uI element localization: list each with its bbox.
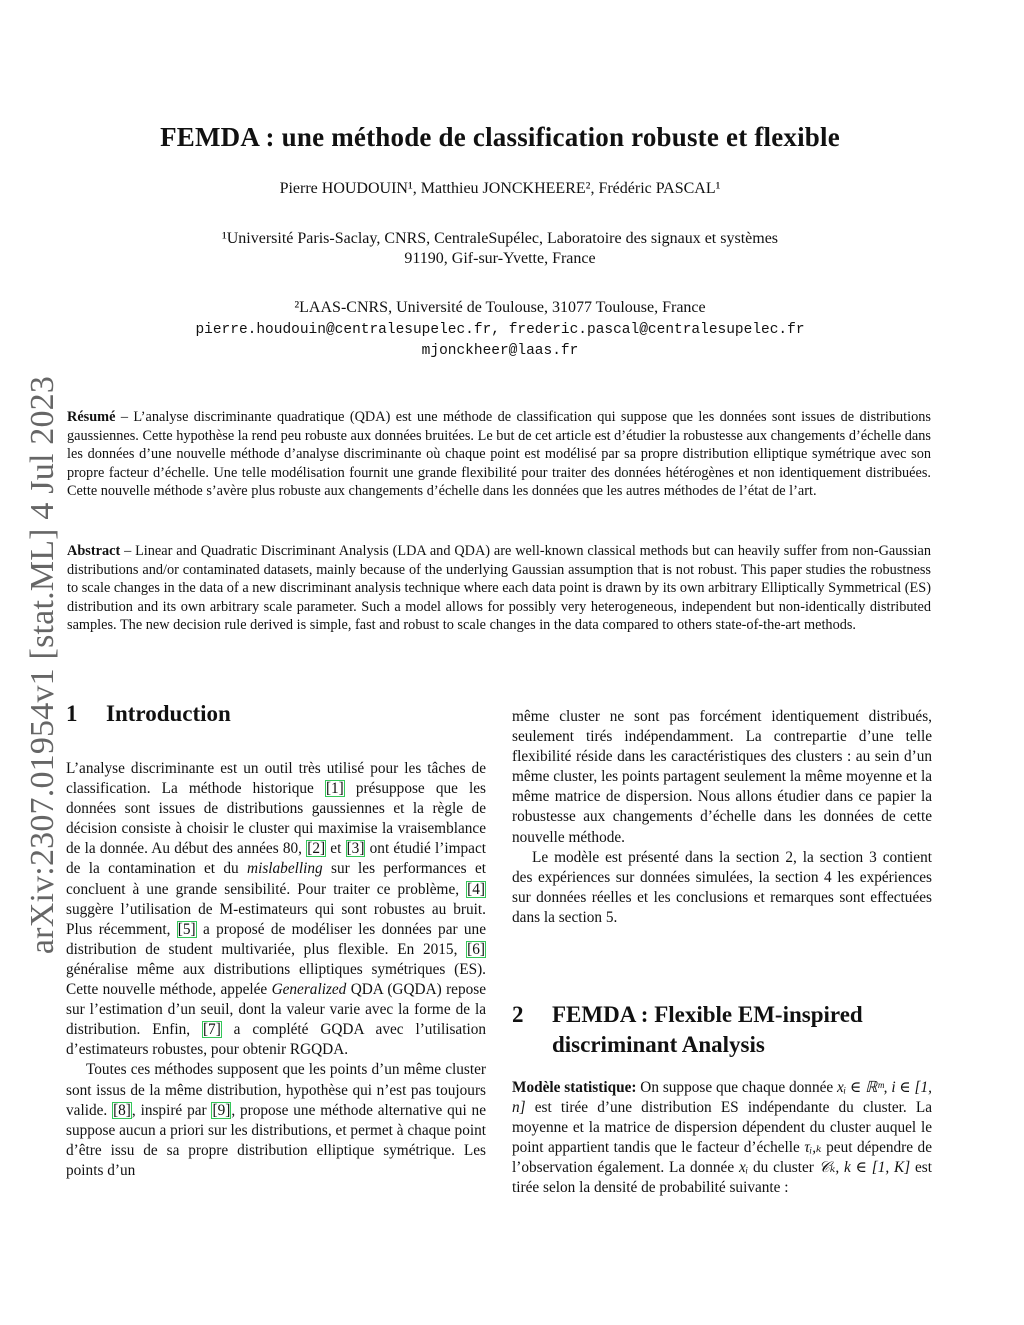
affiliation-1-line-2: 91190, Gif-sur-Yvette, France xyxy=(404,250,596,267)
model-label: Modèle statistique: xyxy=(512,1079,637,1096)
abstract-block xyxy=(67,542,931,635)
abstract-dash: – xyxy=(120,543,136,559)
citation-link-8[interactable]: [8] xyxy=(113,1101,131,1119)
citation-link-3[interactable]: [3] xyxy=(346,840,365,858)
section-2 xyxy=(512,1000,932,1199)
text-run: a complété GQDA avec l’utilisation d’estimateurs robustes, pour obtenir RGQDA. xyxy=(66,1021,486,1059)
text-run: a proposé de modéliser les données par une distribution de student multivariée, plus flexible. En 2015, xyxy=(66,920,486,958)
model-paragraph xyxy=(512,1078,932,1199)
text-run: est tirée d’une distribution ES indépendante du cluster. La moyenne et la matrice de dispersion dépendent du cluster auquel le point appartient tandis que le facteur d’échelle xyxy=(512,1099,932,1157)
text-run: présuppose que les données sont issues de distributions gaussiennes et la règle de décision consiste à choisir le cluster qui maximise la vraisemblance de la donnée. Au début des années 80, xyxy=(66,780,486,858)
author-list: Pierre HOUDOUIN¹, Matthieu JONCKHEERE², Frédéric PASCAL¹ xyxy=(279,180,721,197)
abstract-text: Linear and Quadratic Discriminant Analysis (LDA and QDA) are well-known classical methods but can heavily suffer from non-Gaussian distributions and/or contaminated datasets, mainly because of the underlying Gaussian assumption that is not robust. This paper studies the robustness to scale changes in the data of a new discriminant analysis technique where each data point is drawn by its own arbitrary Elliptically Symmetrical (ES) distribution and its own arbitrary scale parameter. Such a model allows for possibly very heterogeneous, independent but non-identically distributed samples. The new decision rule derived is simple, fast and robust to scale changes in the data compared to others state-of-the-art methods. xyxy=(67,543,931,633)
citation-link-9[interactable]: [9] xyxy=(212,1101,231,1119)
email-addresses-line-2: mjonckheer@laas.fr xyxy=(421,343,579,359)
affiliation-2: ²LAAS-CNRS, Université de Toulouse, 31077 Toulouse, France xyxy=(294,299,706,316)
text-run: est tirée selon la densité de probabilité suivante : xyxy=(512,1159,932,1197)
section-2-title-line-2: discriminant Analysis xyxy=(552,1032,765,1057)
text-run: peut dépendre de l’observation également. La donnée xyxy=(512,1139,932,1177)
citation-link-1[interactable]: [1] xyxy=(325,780,344,798)
affiliation-1-line-1: ¹Université Paris-Saclay, CNRS, CentraleSupélec, Laboratoire des signaux et systèmes xyxy=(221,230,779,247)
section-1-title: Introduction xyxy=(106,701,231,726)
italic-term: mislabelling xyxy=(247,860,323,878)
text-run: , inspiré par xyxy=(131,1101,212,1119)
text-run: , propose une méthode alternative qui ne suppose aucun a priori sur les distributions, et permet à chaque point d’être issu de sa propre distribution elliptique symétrique. Les points d’un xyxy=(66,1101,486,1179)
right-column xyxy=(512,707,932,928)
resume-label: Résumé xyxy=(67,409,116,425)
intro-paragraph-3: même cluster ne sont pas forcément identiquement distribués, seulement tirés indépendamment. La contrepartie d’une telle flexibilité réside dans les caractéristiques des clusters : au sein d’un même cluster, les points partagent seulement la même moyenne et la même matrice de dispersion. Nous allons étudier dans ce papier la robustesse aux changements d’échelle dans les données de cette nouvelle méthode. xyxy=(512,708,932,846)
text-run: QDA (GQDA) repose sur l’estimation d’un seuil, dont la valeur varie avec la forme de la distribution. Enfin, xyxy=(66,981,486,1039)
arxiv-identifier: arXiv:2307.01954v1 [stat.ML] 4 Jul 2023 xyxy=(24,375,61,955)
resume-block xyxy=(67,408,931,501)
paper-title: FEMDA : une méthode de classification robuste et flexible xyxy=(160,122,840,152)
citation-link-4[interactable]: [4] xyxy=(467,880,485,898)
email-addresses-line-1: pierre.houdouin@centralesupelec.fr, frederic.pascal@centralesupelec.fr xyxy=(195,322,805,338)
section-2-title-line-1: FEMDA : Flexible EM-inspired xyxy=(552,1002,863,1027)
section-2-number: 2 xyxy=(512,1002,524,1027)
citation-link-2[interactable]: [2] xyxy=(307,840,326,858)
text-run: et xyxy=(326,840,346,858)
text-run: sur les performances et concluent à une grande sensibilité. Pour traiter ce problème, xyxy=(66,860,486,898)
text-run: ont étudié l’impact de la contamination et du xyxy=(66,840,486,878)
text-run: On suppose que chaque donnée xyxy=(636,1079,837,1096)
resume-dash: – xyxy=(115,409,134,425)
math-expression: xᵢ ∈ ℝᵐ, i ∈ [1, n] xyxy=(512,1079,932,1117)
text-run: Toutes ces méthodes supposent que les points d’un même cluster sont issus de la même distribution, hypothèse qui n’est pas toujours valide. xyxy=(66,1061,486,1119)
resume-text: L’analyse discriminante quadratique (QDA) est une méthode de classification qui suppose que les données sont issues de distributions gaussiennes. Cette hypothèse la rend peu robuste aux données bruitées. Le but de cet article est d’étudier la robustesse aux changements d’échelle dans les données d’une nouvelle méthode d’analyse discriminante où chaque point est modélisé par sa propre distribution elliptique symétrique avec son propre facteur d’échelle. Une telle modélisation fournit une grande flexibilité pour traiter des données hétérogènes et non identiquement distribuées. Cette nouvelle méthode s’avère plus robuste aux changements d’échelle dans les données que les autres méthodes de l’état de l’art. xyxy=(67,409,931,499)
intro-paragraph-2 xyxy=(66,1060,486,1181)
text-run: L’analyse discriminante est un outil très utilisé pour les tâches de classification. La méthode historique xyxy=(66,760,486,798)
intro-paragraph-1 xyxy=(66,759,486,1060)
section-2-heading xyxy=(512,1000,932,1060)
section-1-number: 1 xyxy=(66,701,78,726)
math-expression: xᵢ xyxy=(738,1159,749,1177)
citation-link-7[interactable]: [7] xyxy=(202,1021,221,1039)
italic-term: Generalized xyxy=(271,981,347,999)
arxiv-sidebar xyxy=(8,365,68,965)
citation-link-5[interactable]: [5] xyxy=(177,920,196,938)
abstract-label: Abstract xyxy=(67,543,121,559)
section-1-heading xyxy=(66,699,486,729)
citation-link-6[interactable]: [6] xyxy=(467,940,485,958)
text-run: suggère l’utilisation de M-estimateurs qui sont robustes au bruit. Plus récemment, xyxy=(66,900,486,938)
math-expression: τᵢ,ₖ xyxy=(804,1139,822,1157)
math-expression: 𝒞ₖ, k ∈ [1, K] xyxy=(818,1159,911,1177)
text-run: généralise même aux distributions elliptiques symétriques (ES). Cette nouvelle méthode, appelée xyxy=(66,960,486,999)
intro-paragraph-4: Le modèle est présenté dans la section 2, la section 3 contient des expériences sur données simulées, la section 4 les expériences sur données réelles et les conclusions et remarques sont effectuées dans la section 5. xyxy=(512,848,932,926)
text-run: du cluster xyxy=(748,1159,819,1177)
left-column xyxy=(66,699,486,1181)
